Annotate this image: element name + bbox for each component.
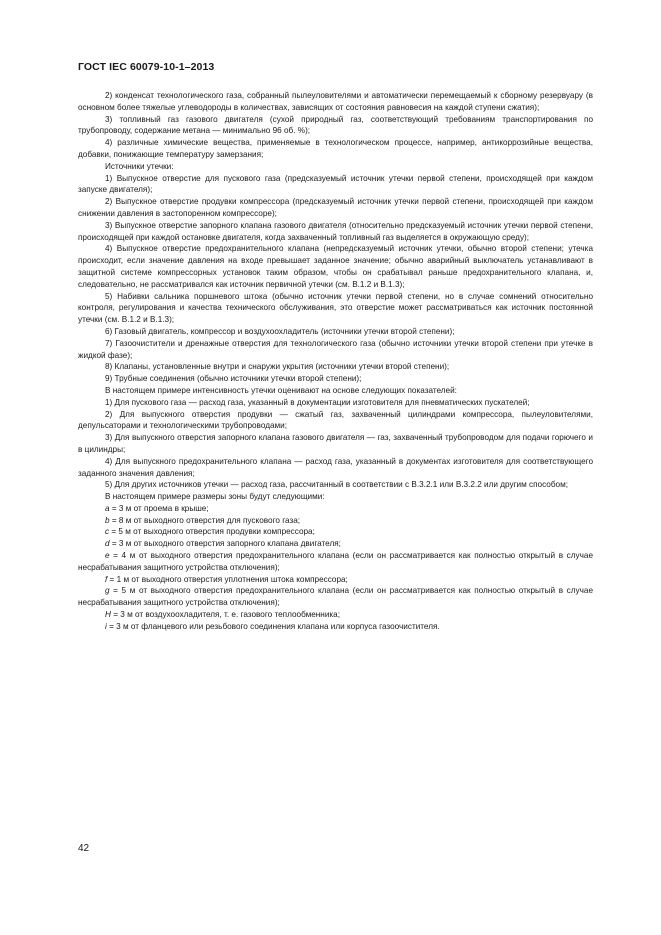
dimension-symbol: e xyxy=(105,551,110,561)
dimension-symbol: b xyxy=(105,515,110,525)
paragraph-text: 5) Набивки сальника поршневого штока (обычно источник утечки первой степени, но в случае сомнений относительно контроля, регулирования и качества технического обслуживания, это отверстие может рассматриваться как источник постоянной утечки (см. B.1.2 и B.1.3); xyxy=(78,291,593,325)
dimension-symbol: d xyxy=(105,539,110,549)
paragraph xyxy=(78,373,593,385)
paragraph-text: 4) различные химические вещества, применяемые в технологическом процессе, например, антикоррозийные вещества, добавки, понижающие температуру замерзания; xyxy=(78,138,593,159)
dimension-symbol: H xyxy=(105,610,111,620)
paragraph-text: = 3 м от воздухоохладителя, т. е. газового теплообменника; xyxy=(110,610,340,620)
paragraph-text: 2) Для выпускного отверстия продувки — сжатый газ, захваченный цилиндрами компрессора, пылеуловителями, депульсаторами и технологическими трубопроводами; xyxy=(78,409,593,431)
paragraph-text: = 5 м от выходного отверстия продувки компрессора; xyxy=(109,527,315,537)
paragraph-text: 2) Выпускное отверстие продувки компрессора (предсказуемый источник утечки первой степени, происходящей при каждом снижении давления в застопоренном компрессоре); xyxy=(78,197,593,218)
paragraph-text: 5) Для других источников утечки — расход газа, рассчитанный в соответствии с B.3.2.1 или B.3.2.2 или другим способом; xyxy=(105,480,568,490)
paragraph xyxy=(78,409,593,433)
paragraph-text: = 8 м от выходного отверстия для пускового газа; xyxy=(109,515,301,525)
paragraph-text: 7) Газоочистители и дренажные отверстия для технологического газа (обычно источники утечки второй степени при утечке в жидкой фазе); xyxy=(78,338,593,360)
dimension-symbol: c xyxy=(105,527,110,537)
paragraph xyxy=(78,479,593,491)
paragraph xyxy=(78,137,593,161)
paragraph-text: = 5 м от выходного отверстия предохранительного клапана (если он рассматривается как полностью открытый в случае несрабатывания защитного устройства отключения); xyxy=(78,586,593,608)
dimension-symbol: a xyxy=(105,503,110,513)
paragraph xyxy=(78,574,593,586)
paragraph xyxy=(78,503,593,515)
paragraph xyxy=(78,515,593,527)
dimension-symbol: i xyxy=(105,621,107,631)
paragraph xyxy=(78,585,593,609)
paragraph xyxy=(78,538,593,550)
paragraph-text: 1) Выпускное отверстие для пускового газа (предсказуемый источник утечки первой степени, происходящей при каждом запуске двигателя); xyxy=(78,173,593,195)
paragraph-text: 6) Газовый двигатель, компрессор и воздухоохладитель (источники утечки второй степени); xyxy=(105,326,455,336)
paragraph xyxy=(78,432,593,456)
paragraph-text: В настоящем примере интенсивность утечки оценивают на основе следующих показателей: xyxy=(105,385,457,395)
paragraph-text: В настоящем примере размеры зоны будут следующими: xyxy=(105,492,325,502)
paragraph xyxy=(78,609,593,621)
paragraph-text: 3) Для выпускного отверстия запорного клапана газового двигателя — газ, захваченный трубопроводом для подачи горючего и в цилиндры; xyxy=(78,433,593,454)
document-header: ГОСТ IEC 60079-10-1–2013 xyxy=(78,61,215,73)
paragraph xyxy=(78,456,593,480)
paragraph xyxy=(78,491,593,503)
paragraph xyxy=(78,326,593,338)
paragraph xyxy=(78,526,593,538)
dimension-symbol: f xyxy=(105,574,108,584)
paragraph xyxy=(78,397,593,409)
paragraph-text: 1) Для пускового газа — расход газа, указанный в документации изготовителя для пневматических пускателей; xyxy=(105,397,530,407)
page-number: 42 xyxy=(78,843,90,854)
paragraph-text: = 3 м от выходного отверстия запорного клапана двигателя; xyxy=(109,539,341,549)
paragraph-text: 3) топливный газ газового двигателя (сухой природный газ, соответствующий требованиям транспортирования по трубопроводу, содержание метана — минимально 96 об. %); xyxy=(78,114,593,136)
paragraph-text: 4) Выпускное отверстие предохранительного клапана (непредсказуемый источник утечки, обычно второй степени; утечка происходит, если значение давления на входе превышает заданное значение; обычно аварийный выключатель устанавливают в защитной системе компрессорных установок таким образом, чтобы он срабатывал раньше предохранительного клапана, и, следовательно, не рассматривался как источник первичной утечки (см. B.1.2 и B.1.3); xyxy=(78,244,593,289)
paragraph-text: 2) конденсат технологического газа, собранный пылеуловителями и автоматически перемещаемый к сборному резервуару (в основном более тяжелые углеводороды в количествах, зависящих от состояния равновесия на каждой ступени сжатия); xyxy=(78,91,593,112)
paragraph xyxy=(78,173,593,197)
paragraph xyxy=(78,621,593,633)
paragraph xyxy=(78,196,593,220)
paragraph xyxy=(78,338,593,362)
paragraph-text: Источники утечки: xyxy=(105,161,174,171)
paragraph xyxy=(78,243,593,290)
paragraph-text: = 1 м от выходного отверстия уплотнения штока компрессора; xyxy=(107,574,348,584)
paragraph xyxy=(78,385,593,397)
paragraph xyxy=(78,550,593,574)
paragraph-text: = 3 м от проема в крыше; xyxy=(109,503,209,513)
paragraph xyxy=(78,114,593,138)
paragraph-text: = 4 м от выходного отверстия предохранительного клапана (если он рассматривается как полностью открытый в случае несрабатывания защитного устройства отключения); xyxy=(78,551,593,572)
paragraph-text: 3) Выпускное отверстие запорного клапана газового двигателя (относительно предсказуемый источник утечки первой степени, происходящей при каждой остановке двигателя, когда захваченный топливный газ выделяется в окружающую среду); xyxy=(78,220,593,242)
paragraph xyxy=(78,291,593,326)
paragraph xyxy=(78,90,593,114)
document-body xyxy=(78,90,593,633)
paragraph-text: 4) Для выпускного предохранительного клапана — расход газа, указанный в документах изготовителя для соответствующего заданного значения давления; xyxy=(78,456,593,478)
paragraph xyxy=(78,361,593,373)
dimension-symbol: g xyxy=(105,586,110,596)
paragraph-text: 9) Трубные соединения (обычно источники утечки второй степени); xyxy=(105,374,362,384)
paragraph xyxy=(78,161,593,173)
paragraph-text: 8) Клапаны, установленные внутри и снаружи укрытия (источники утечки второй степени); xyxy=(105,362,450,372)
paragraph xyxy=(78,220,593,244)
paragraph-text: = 3 м от фланцевого или резьбового соединения клапана или корпуса газоочистителя. xyxy=(106,621,440,631)
